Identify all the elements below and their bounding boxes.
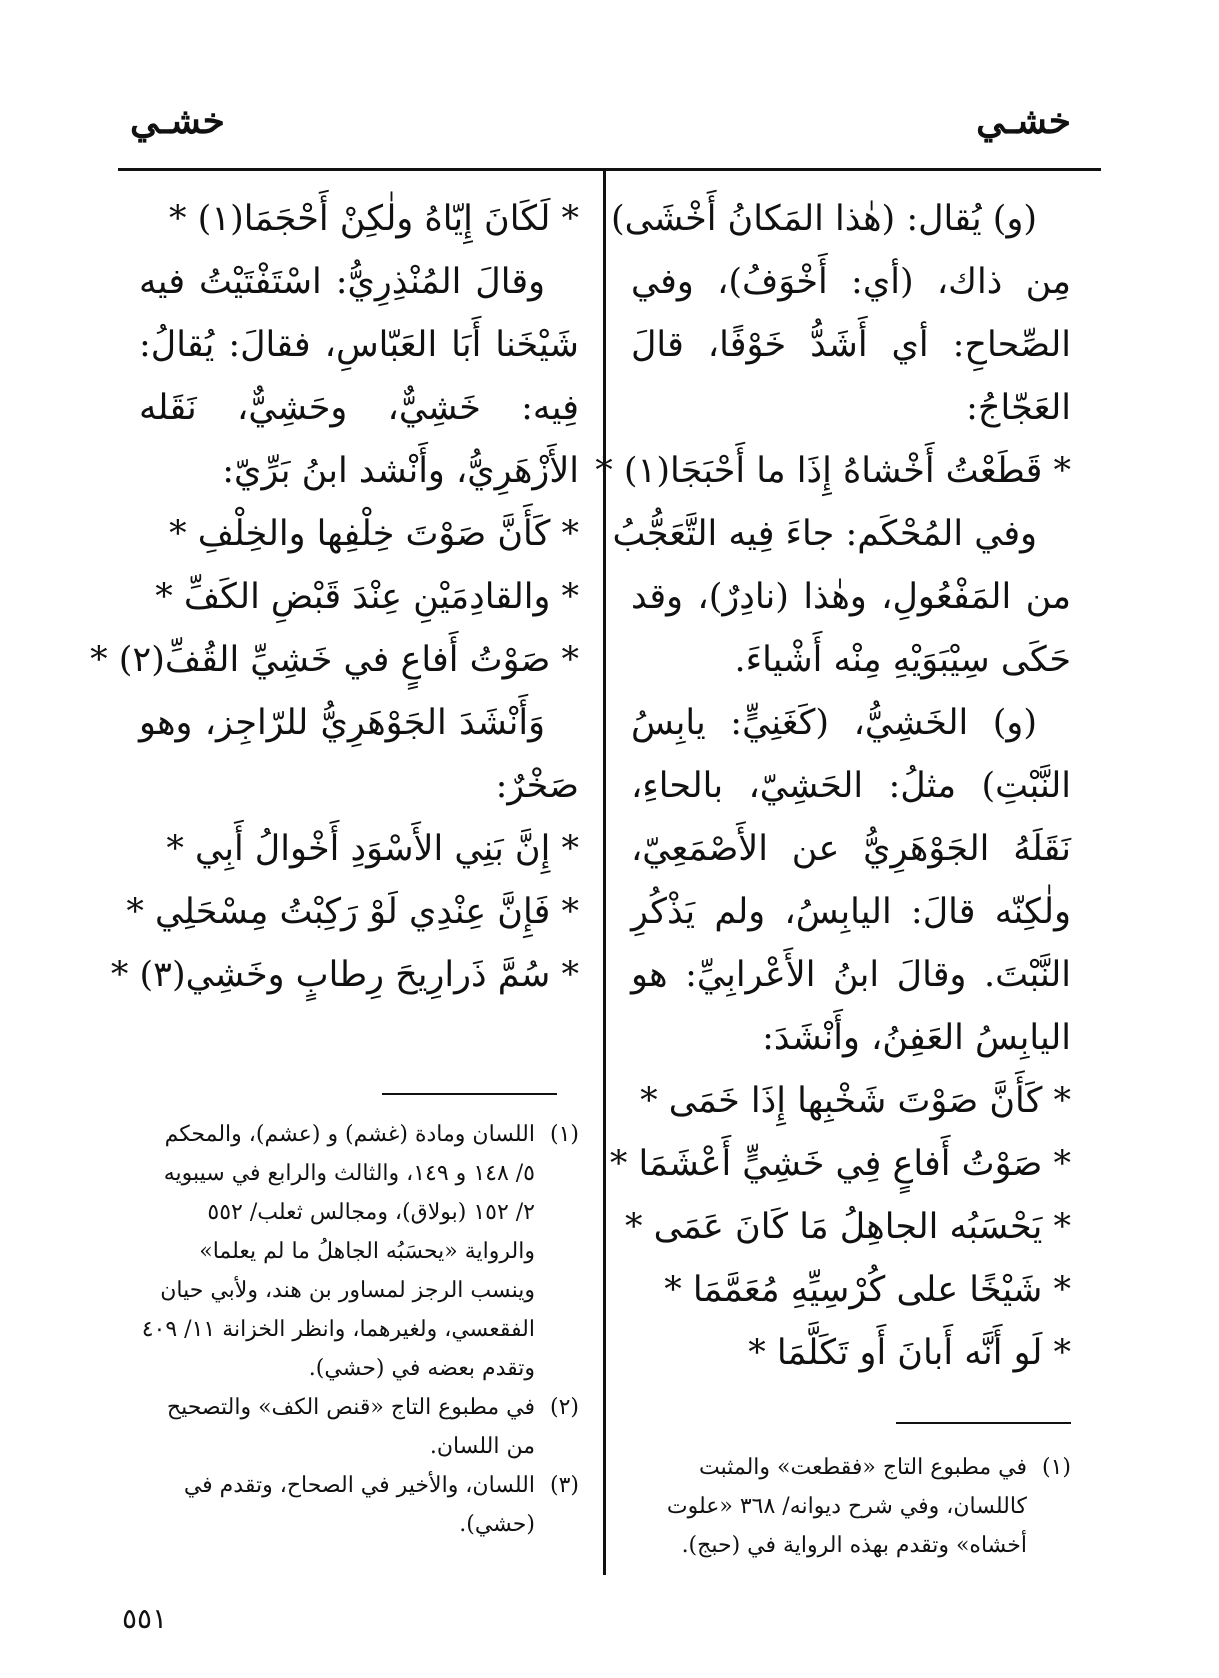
footnote — [139, 1466, 579, 1544]
text-line: ولٰكِنّه قالَ: اليابِسُ، ولم يَذْكُرِ — [631, 892, 1071, 932]
verse-line: * إِنَّ بَنِي الأَسْوَدِ أَخْوالُ أَبِي * — [166, 829, 579, 869]
verse-line: * صَوْتُ أَفاعٍ فِي خَشِيٍّ أَعْشَمَا * — [609, 1144, 1071, 1184]
verse-line: * لَو أَنَّه أَبانَ أَو تَكَلَّمَا * — [748, 1333, 1071, 1373]
verse-line: * شَيْخًا على كُرْسِيِّهِ مُعَمَّمَا * — [664, 1270, 1071, 1310]
text-line: وَأَنْشَدَ الجَوْهَرِيُّ للرّاجِز، وهو — [139, 703, 545, 743]
text-line: النَّبْتِ) مثلُ: الحَشِيّ، بالحاءِ، — [631, 766, 1071, 806]
text-line: صَخْرٌ: — [495, 766, 579, 806]
running-header-right: خشـي — [976, 100, 1071, 142]
footnotes-right — [631, 1448, 1071, 1565]
text-line: النَّبْتَ. وقالَ ابنُ الأَعْرابِيِّ: هو — [631, 955, 1071, 995]
text-line: شَيْخَنا أَبَا العَبّاسِ، فقالَ: يُقالُ: — [139, 325, 579, 365]
text-line: (و) الخَشِيُّ، (كَغَنِيٍّ: يابِسُ — [631, 703, 1037, 743]
text-line: من المَفْعُولِ، وهٰذا (نادِرٌ)، وقد — [631, 577, 1071, 617]
footnote-number: (٣) — [549, 1473, 579, 1498]
verse-line: * كَأَنَّ صَوْتَ شَخْبِها إِذَا خَمَى * — [640, 1081, 1071, 1121]
footnote-rule-right — [896, 1422, 1071, 1424]
right-column — [595, 188, 1071, 1385]
text-line: فِيه: خَشِيٌّ، وحَشِيٌّ، نَقَله — [139, 388, 579, 428]
footnote-number: (١) — [549, 1122, 579, 1147]
footnote-rule-left — [382, 1093, 557, 1095]
footnote — [139, 1115, 579, 1388]
text-line: حَكَى سِيْبَوَيْهِ مِنْه أَشْياءَ. — [734, 640, 1071, 680]
footnotes-left — [139, 1115, 579, 1544]
text-line: مِن ذاك، (أي: أَخْوَفُ)، وفي — [631, 262, 1071, 302]
footnote-text: في مطبوع التاج «فقطعت» والمثبت كاللسان، وفي شرح ديوانه/ ٣٦٨ «علوت أخشاه» وتقدم بهذه الرواية في (حبج). — [666, 1455, 1027, 1558]
verse-line: * والقادِمَيْنِ عِنْدَ قَبْضِ الكَفِّ * — [155, 577, 579, 617]
verse-line: * صَوْتُ أَفاعٍ في خَشِيِّ القُفِّ(٢) * — [90, 640, 579, 680]
page-number: ٥٥١ — [122, 1602, 168, 1635]
footnote — [631, 1448, 1071, 1565]
header-rule — [118, 168, 1101, 171]
text-line: وفي المُحْكَم: جاءَ فِيه التَّعَجُّبُ — [612, 514, 1037, 554]
verse-line: * لَكَانَ إِيّاهُ ولٰكِنْ أَحْجَمَا(١) * — [169, 199, 579, 239]
footnote-number: (١) — [1041, 1455, 1071, 1480]
footnote-text: اللسان، والأخير في الصحاح، وتقدم في (حشي). — [183, 1473, 535, 1537]
verse-line: * فَإِنَّ عِنْدِي لَوْ رَكِبْتُ مِسْحَلِي * — [126, 892, 579, 932]
column-divider — [603, 170, 606, 1575]
text-line: (و) يُقال: (هٰذا المَكانُ أَخْشَى) — [611, 199, 1037, 239]
text-line: اليابِسُ العَفِنُ، وأَنْشَدَ: — [762, 1018, 1071, 1058]
footnote-text: في مطبوع التاج «قنص الكف» والتصحيح من اللسان. — [166, 1395, 535, 1459]
text-line: العَجّاجُ: — [966, 388, 1071, 428]
verse-line: * يَحْسَبُه الجاهِلُ مَا كَانَ عَمَى * — [625, 1207, 1071, 1247]
verse-line: * سُمَّ ذَرارِيحَ رِطابٍ وخَشِي(٣) * — [110, 955, 579, 995]
verse-line: * كَأَنَّ صَوْتَ خِلْفِها والخِلْفِ * — [169, 514, 579, 554]
text-line: الأَزْهَرِيُّ، وأَنْشد ابنُ بَرِّيّ: — [222, 451, 579, 491]
footnote-number: (٢) — [549, 1395, 579, 1420]
footnote-text: اللسان ومادة (غشم) و (عشم)، والمحكم ٥/ ١٤٨ و ١٤٩، والثالث والرابع في سيبويه ٢/ ١٥٢ (بولاق)، ومجالس ثعلب/ ٥٥٢ والرواية «يحسَبُه الجاهلُ ما لم يعلما» وينسب الرجز لمساور بن هند، ولأبي حيان الفقعسي، ولغيرهما، وانظر الخزانة ١١/ ٤٠٩ وتقدم بعضه في (حشي). — [141, 1122, 535, 1381]
text-line: الصِّحاحِ: أي أَشَدُّ خَوْفًا، قالَ — [631, 325, 1071, 365]
running-header-left: خشـي — [130, 100, 225, 142]
left-column — [90, 188, 579, 1007]
verse-line: * قَطَعْتُ أَخْشاهُ إِذَا ما أَحْبَجَا(١) * — [595, 451, 1071, 491]
footnote — [139, 1388, 579, 1466]
text-line: نَقَلَهُ الجَوْهَرِيُّ عن الأَصْمَعِيّ، — [631, 829, 1071, 869]
text-line: وقالَ المُنْذِرِيُّ: اسْتَفْتَيْتُ فيه — [139, 262, 545, 302]
